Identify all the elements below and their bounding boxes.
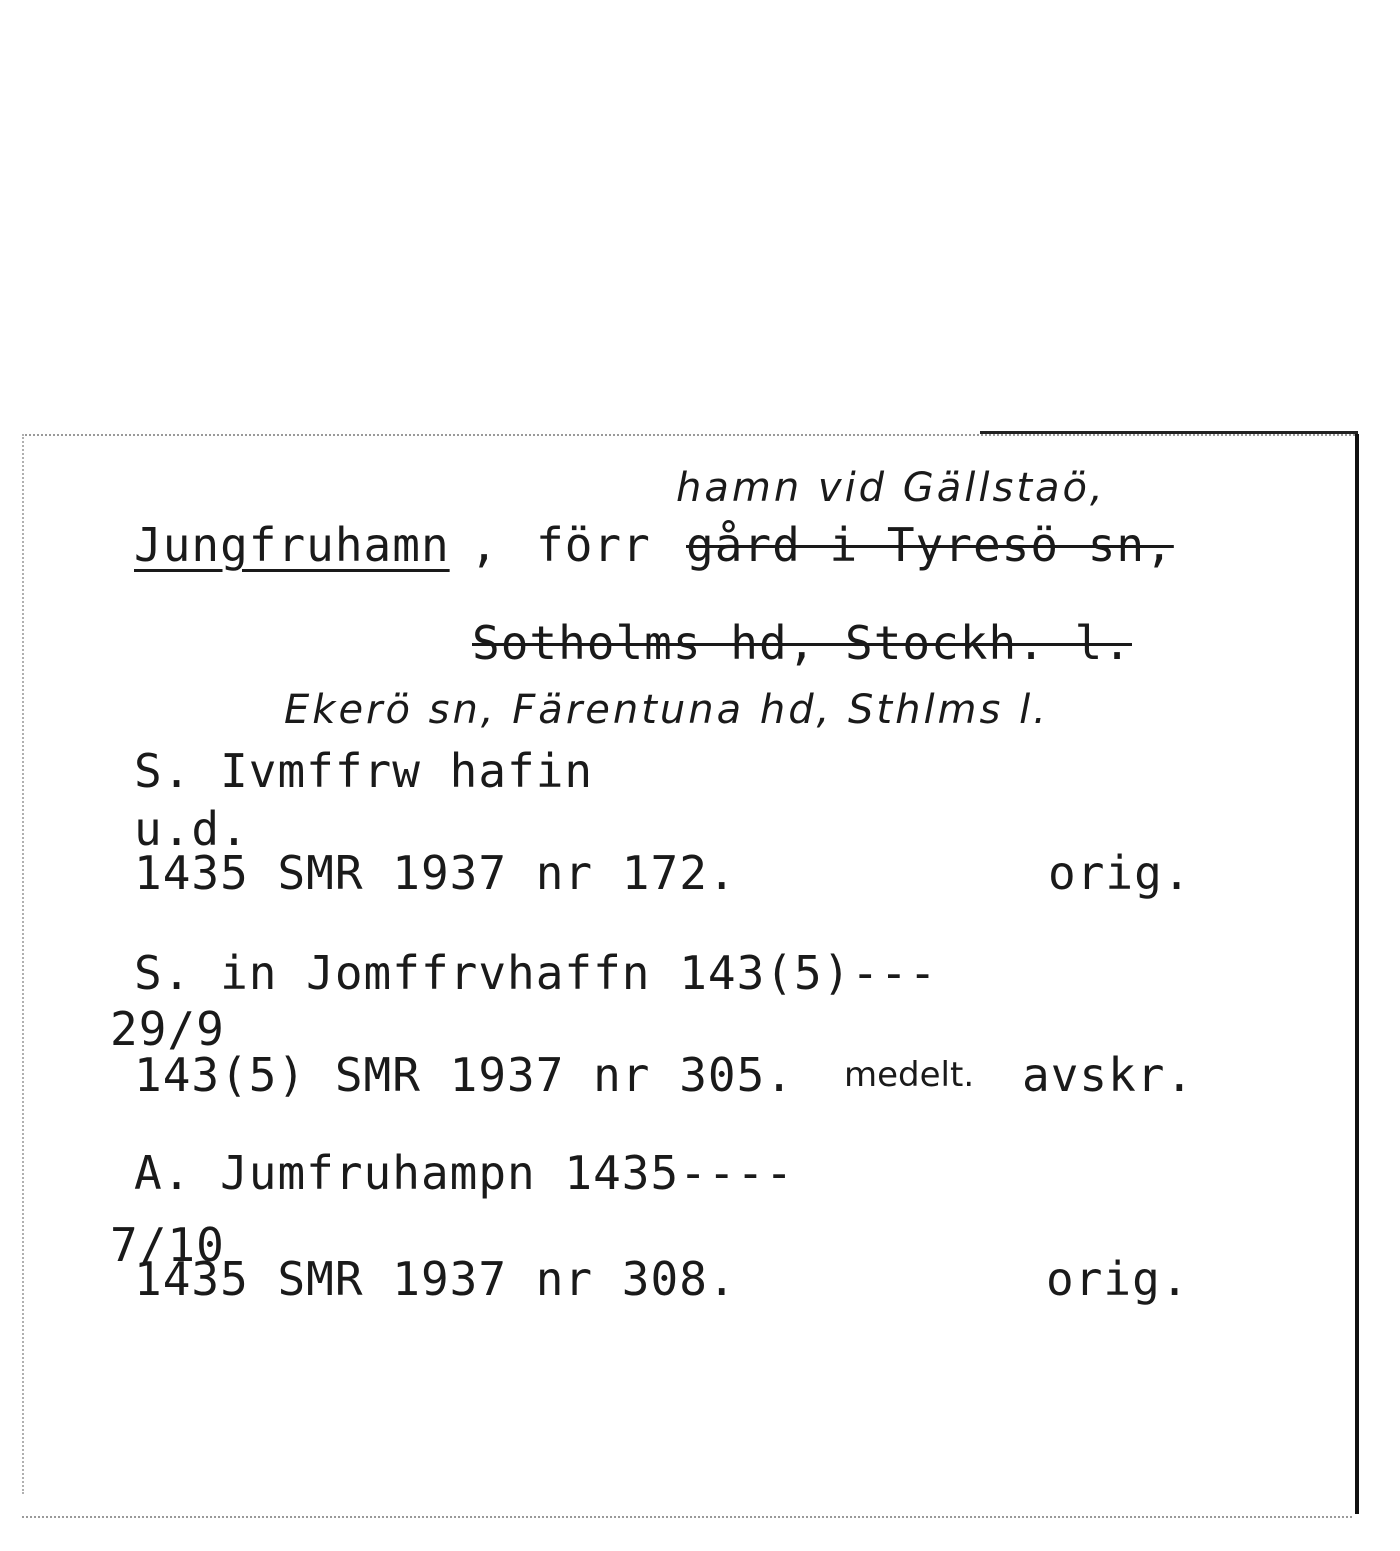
card-bottom-edge <box>22 1516 1352 1518</box>
card-top-edge-shadow <box>980 431 1358 434</box>
entry-3-source: 1435 SMR 1937 nr 308. <box>134 1252 737 1306</box>
headword: Jungfruhamn <box>134 518 450 572</box>
entry-3-date: 7/10 <box>110 1218 225 1272</box>
entry-2-date: 29/9 <box>110 1002 225 1056</box>
entry-1-source: 1435 SMR 1937 nr 172. <box>134 846 737 900</box>
forr-label: förr <box>536 518 651 572</box>
struck-location-line2: Sotholms hd, Stockh. l. <box>472 616 1132 670</box>
struck-location-line1: gård i Tyresö sn, <box>686 518 1174 572</box>
card-top-edge <box>22 434 1358 436</box>
entry-1-form: S. Ivmffrw hafin <box>134 744 594 798</box>
entry-2-source: 143(5) SMR 1937 nr 305. <box>134 1048 794 1102</box>
entry-2-form: S. in Jomffrvhaffn 143(5)--- <box>134 946 938 1000</box>
entry-3-kind: orig. <box>1046 1252 1190 1306</box>
entry-1-kind: orig. <box>1048 846 1192 900</box>
card-right-edge <box>1355 434 1359 1514</box>
entry-3-form: A. Jumfruhampn 1435---- <box>134 1146 794 1200</box>
handwritten-insert: hamn vid Gällstaö, <box>676 465 1106 511</box>
entry-2-kind-handwritten: medelt. <box>844 1055 975 1095</box>
handwritten-location: Ekerö sn, Färentuna hd, Sthlms l. <box>284 687 1049 733</box>
entry-1-date: u.d. <box>134 802 249 856</box>
entry-2-kind: avskr. <box>1022 1048 1195 1102</box>
headword-comma: , <box>470 518 499 572</box>
card-left-edge <box>22 434 24 1494</box>
